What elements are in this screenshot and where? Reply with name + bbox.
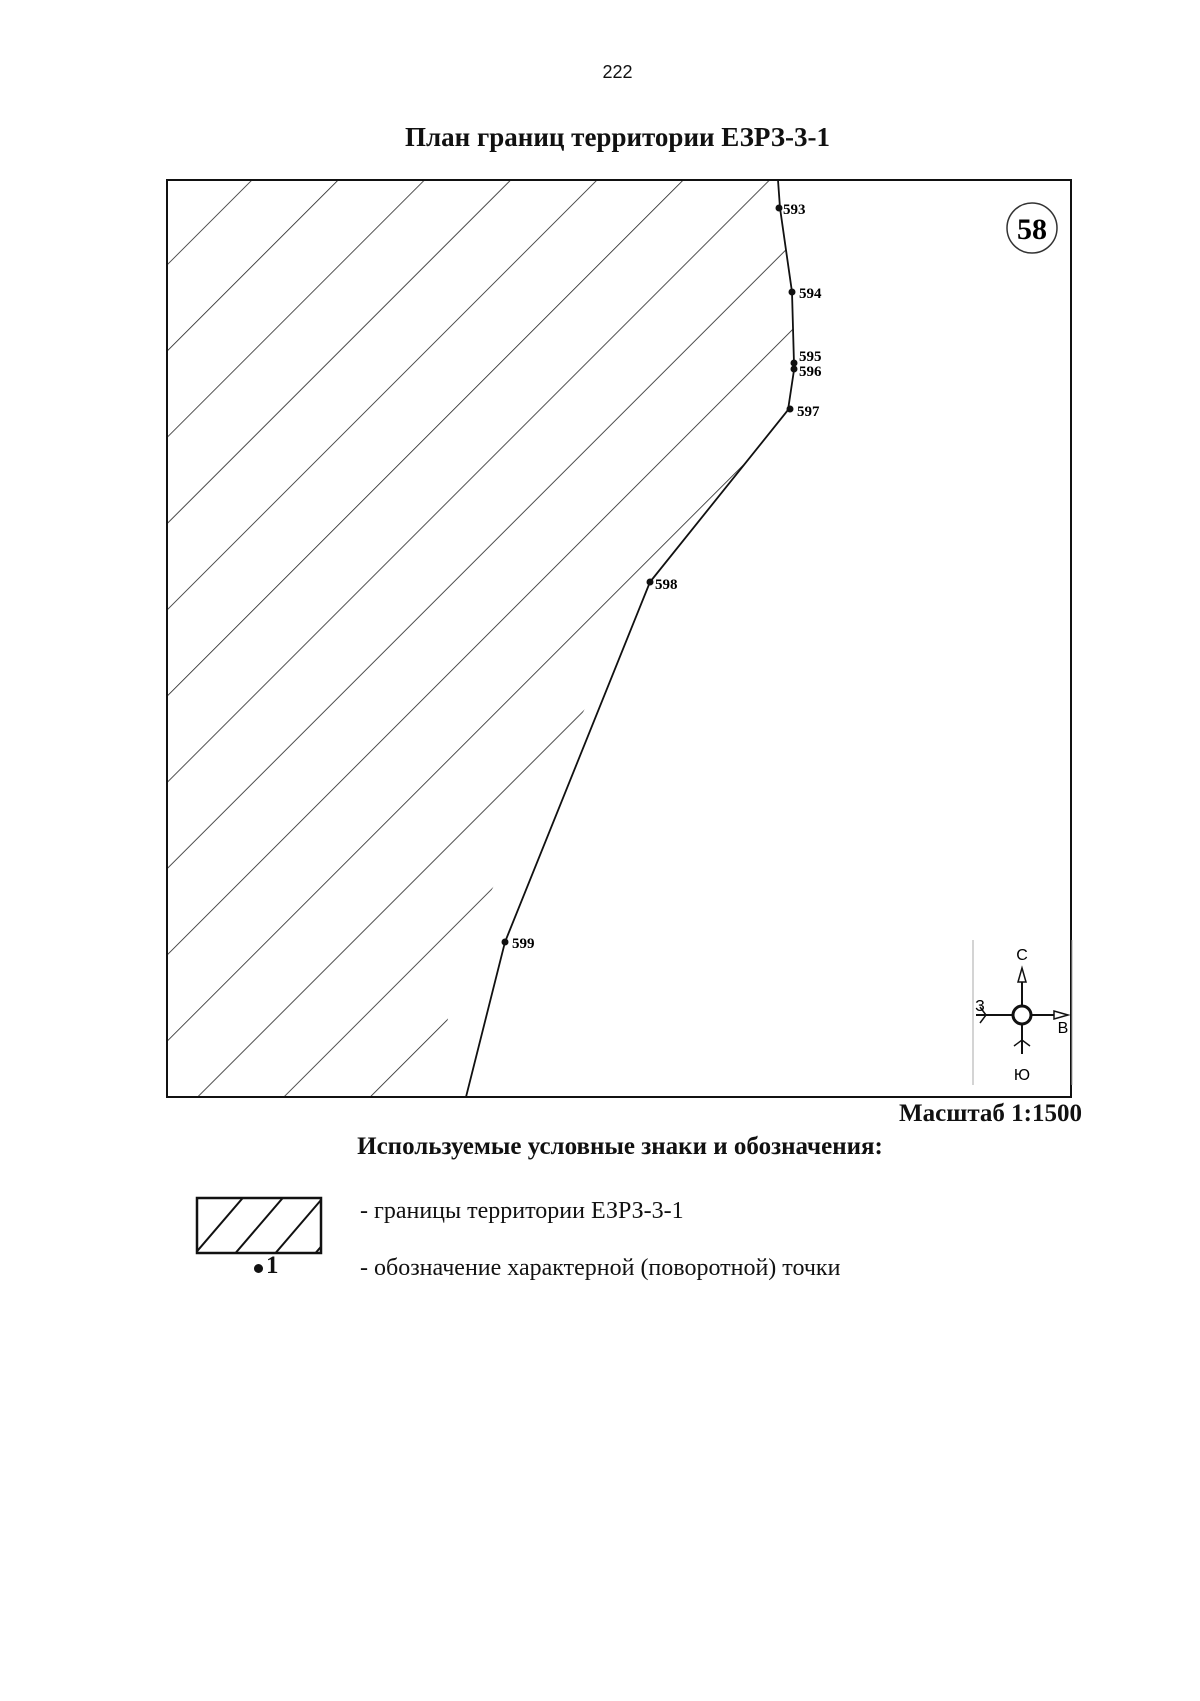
- territory-area: [167, 180, 794, 1097]
- north-arrow-icon: [1018, 968, 1026, 982]
- point-marker: [791, 360, 798, 367]
- page-number: 222: [602, 62, 633, 82]
- sheet-number: 58: [1017, 213, 1047, 246]
- page-title: План границ территории ЕЗРЗ-3-1: [405, 122, 830, 152]
- compass-east-label: В: [1057, 1020, 1069, 1037]
- compass: [973, 940, 1072, 1085]
- point-label: 594: [799, 286, 822, 302]
- legend-title: Используемые условные знаки и обозначения:: [357, 1133, 883, 1160]
- scale-label: Масштаб 1:1500: [899, 1100, 1082, 1127]
- compass-west-label: З: [975, 998, 985, 1015]
- point-marker: [789, 289, 796, 296]
- point-label: 598: [655, 577, 678, 593]
- legend-item-point-text: - обозначение характерной (поворотной) точки: [360, 1255, 841, 1281]
- legend-point-label: 1: [266, 1252, 279, 1279]
- point-marker: [776, 205, 783, 212]
- point-label: 593: [783, 202, 806, 218]
- compass-north-label: С: [1016, 947, 1028, 964]
- point-label: 597: [797, 404, 820, 420]
- legend-item-boundary-text: - границы территории ЕЗРЗ-3-1: [360, 1198, 684, 1224]
- point-label: 596: [799, 364, 822, 380]
- point-marker: [647, 579, 654, 586]
- point-marker: [787, 406, 794, 413]
- point-label: 595: [799, 349, 822, 365]
- point-marker: [502, 939, 509, 946]
- east-arrow-icon: [1054, 1011, 1068, 1019]
- compass-center: [1013, 1006, 1031, 1024]
- point-label: 599: [512, 936, 535, 952]
- point-marker: [791, 366, 798, 373]
- compass-south-label: Ю: [1013, 1067, 1031, 1084]
- legend-point-icon: [254, 1264, 263, 1273]
